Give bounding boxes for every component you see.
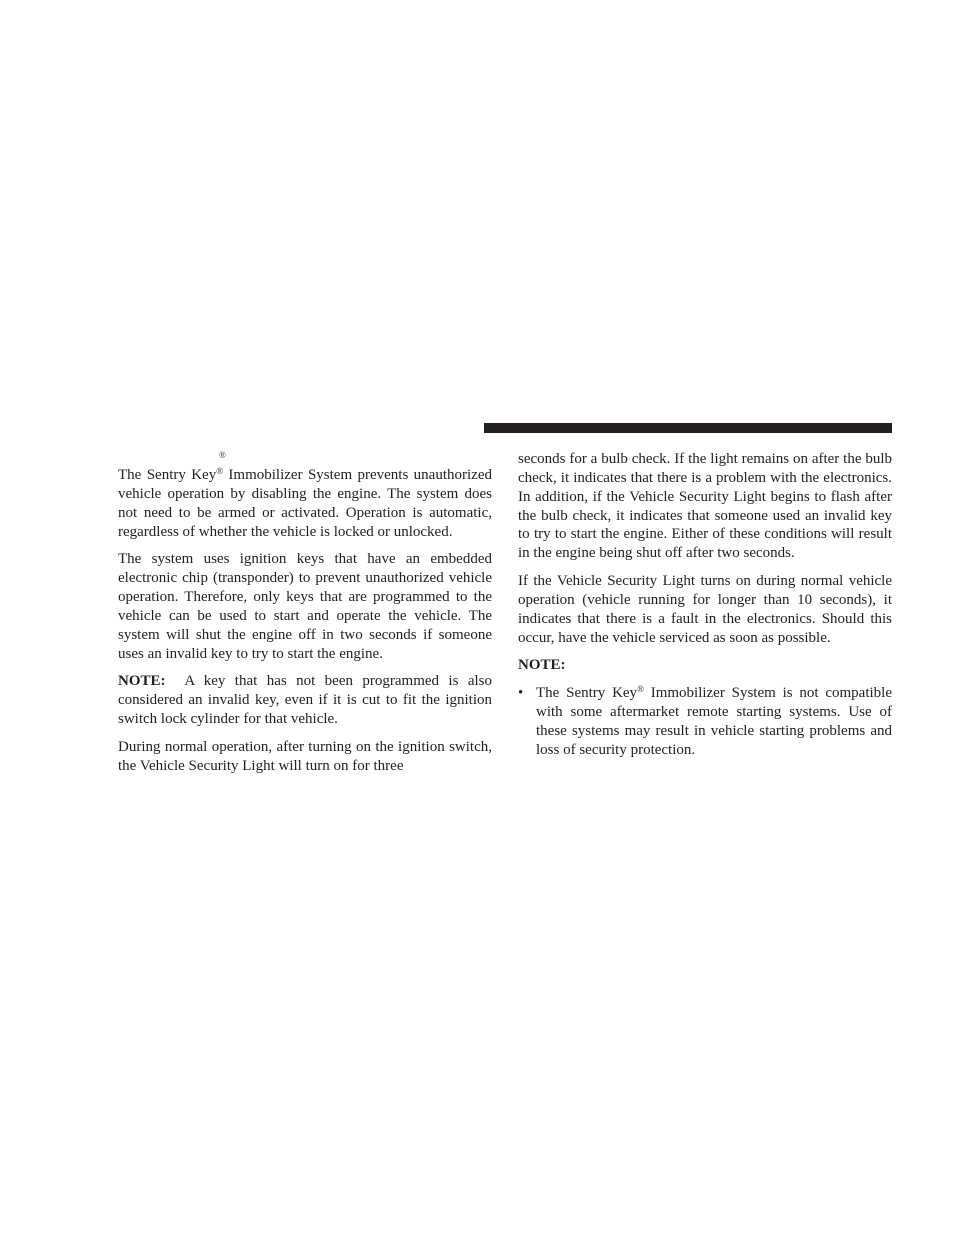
registered-mark: ® [216,466,224,476]
note-paragraph [118,672,492,729]
fault-paragraph: If the Vehicle Security Light turns on during normal vehicle operation (vehicle running for longer than 10 seconds), it indicates that there is a fault in the electronics. Should this occur, have the vehicle serviced as soon as possible. [518,573,892,646]
list-item: • The Sentry Key® Immobilizer System is not compatible with some aftermarket remote starting systems. Use of these systems may result in vehicle starting problems and loss of security protection. [518,684,892,758]
section-heading-registered-mark: ® [219,450,226,460]
bullet-icon: • [518,685,524,702]
note-text: A key that has not been programmed is also considered an invalid key, even if it is cut to fit the ignition switch lock cylinder for that vehicle. [118,673,492,728]
note-heading: NOTE: [518,657,566,674]
registered-mark: ® [637,684,644,695]
note-label: NOTE: [118,673,166,690]
normal-operation-paragraph: During normal operation, after turning on the ignition switch, the Vehicle Security Light will turn on for three [118,738,492,774]
note-list [518,684,892,759]
section-divider-bar [484,423,892,433]
right-column [518,450,892,760]
bulb-check-paragraph: seconds for a bulb check. If the light remains on after the bulb check, it indicates that there is a problem with the electronics. In addition, if the Vehicle Security Light begins to flash after the bulb check, it indicates that someone used an invalid key to try to start the engine. Either of these conditions will result in the engine being shut off after two seconds. [518,451,892,562]
intro-paragraph: The Sentry Key® Immobilizer System prevents unauthorized vehicle operation by disabling the engine. The system does not need to be armed or activated. Operation is automatic, regardless of whether the vehicle is locked or unlocked. [118,466,492,540]
left-column [118,466,492,785]
transponder-paragraph: The system uses ignition keys that have an embedded electronic chip (transponder) to prevent unauthorized vehicle operation. Therefore, only keys that are programmed to the vehicle can be used to start and operate the vehicle. The system will shut the engine off in two seconds if someone uses an invalid key to try to start the engine. [118,551,492,662]
